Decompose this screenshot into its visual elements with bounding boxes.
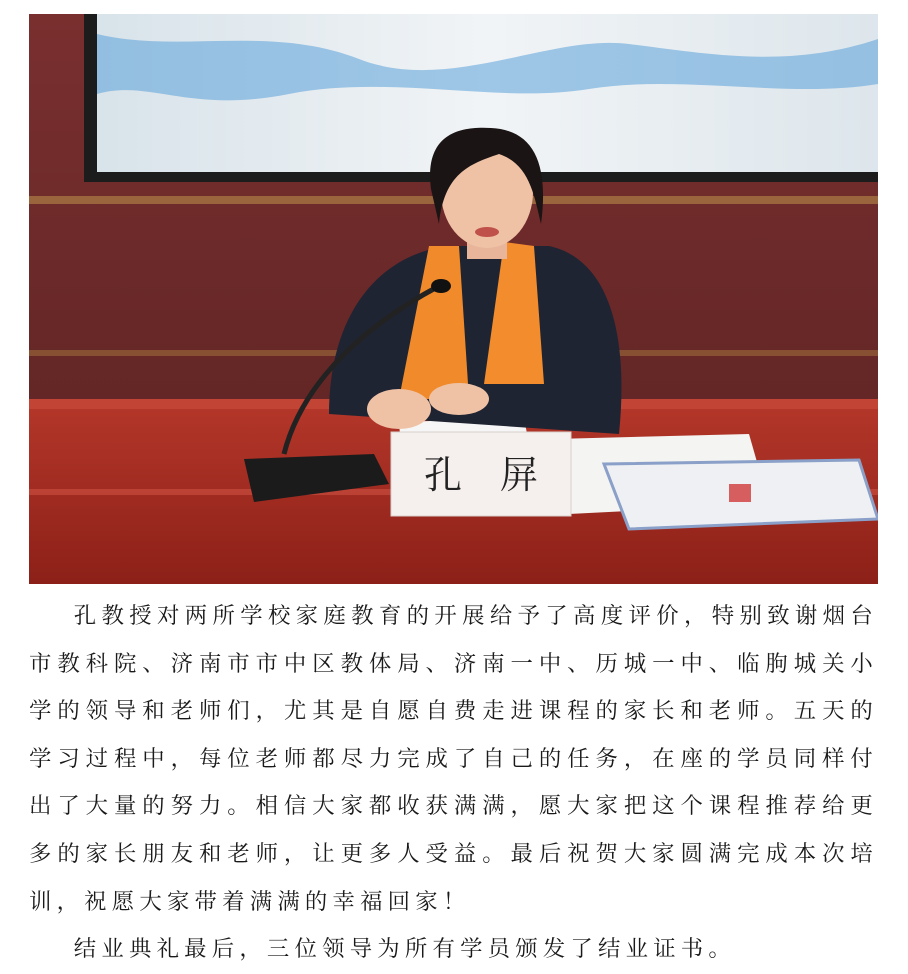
article-paragraph: 孔教授对两所学校家庭教育的开展给予了高度评价，特别致谢烟台市教科院、济南市市中区教体局、济南一中、历城一中、临朐城关小学的领导和老师们，尤其是自愿自费走进课程的家长和老师。五天的学习过程中，每位老师都尽力完成了自己的任务，在座的学员同样付出了大量的努力。相信大家都收获满满，愿大家把这个课程推荐给更多的家长朋友和老师，让更多人受益。最后祝贺大家圆满完成本次培训，祝愿大家带着满满的幸福回家！ bbox=[29, 603, 878, 915]
article-body bbox=[29, 593, 878, 974]
event-photo bbox=[29, 14, 878, 584]
article-paragraph: 结业典礼最后，三位领导为所有学员颁发了结业证书。 bbox=[73, 936, 736, 963]
name-card-text: 孔 屏 bbox=[423, 453, 539, 497]
photo-illustration bbox=[29, 14, 878, 584]
